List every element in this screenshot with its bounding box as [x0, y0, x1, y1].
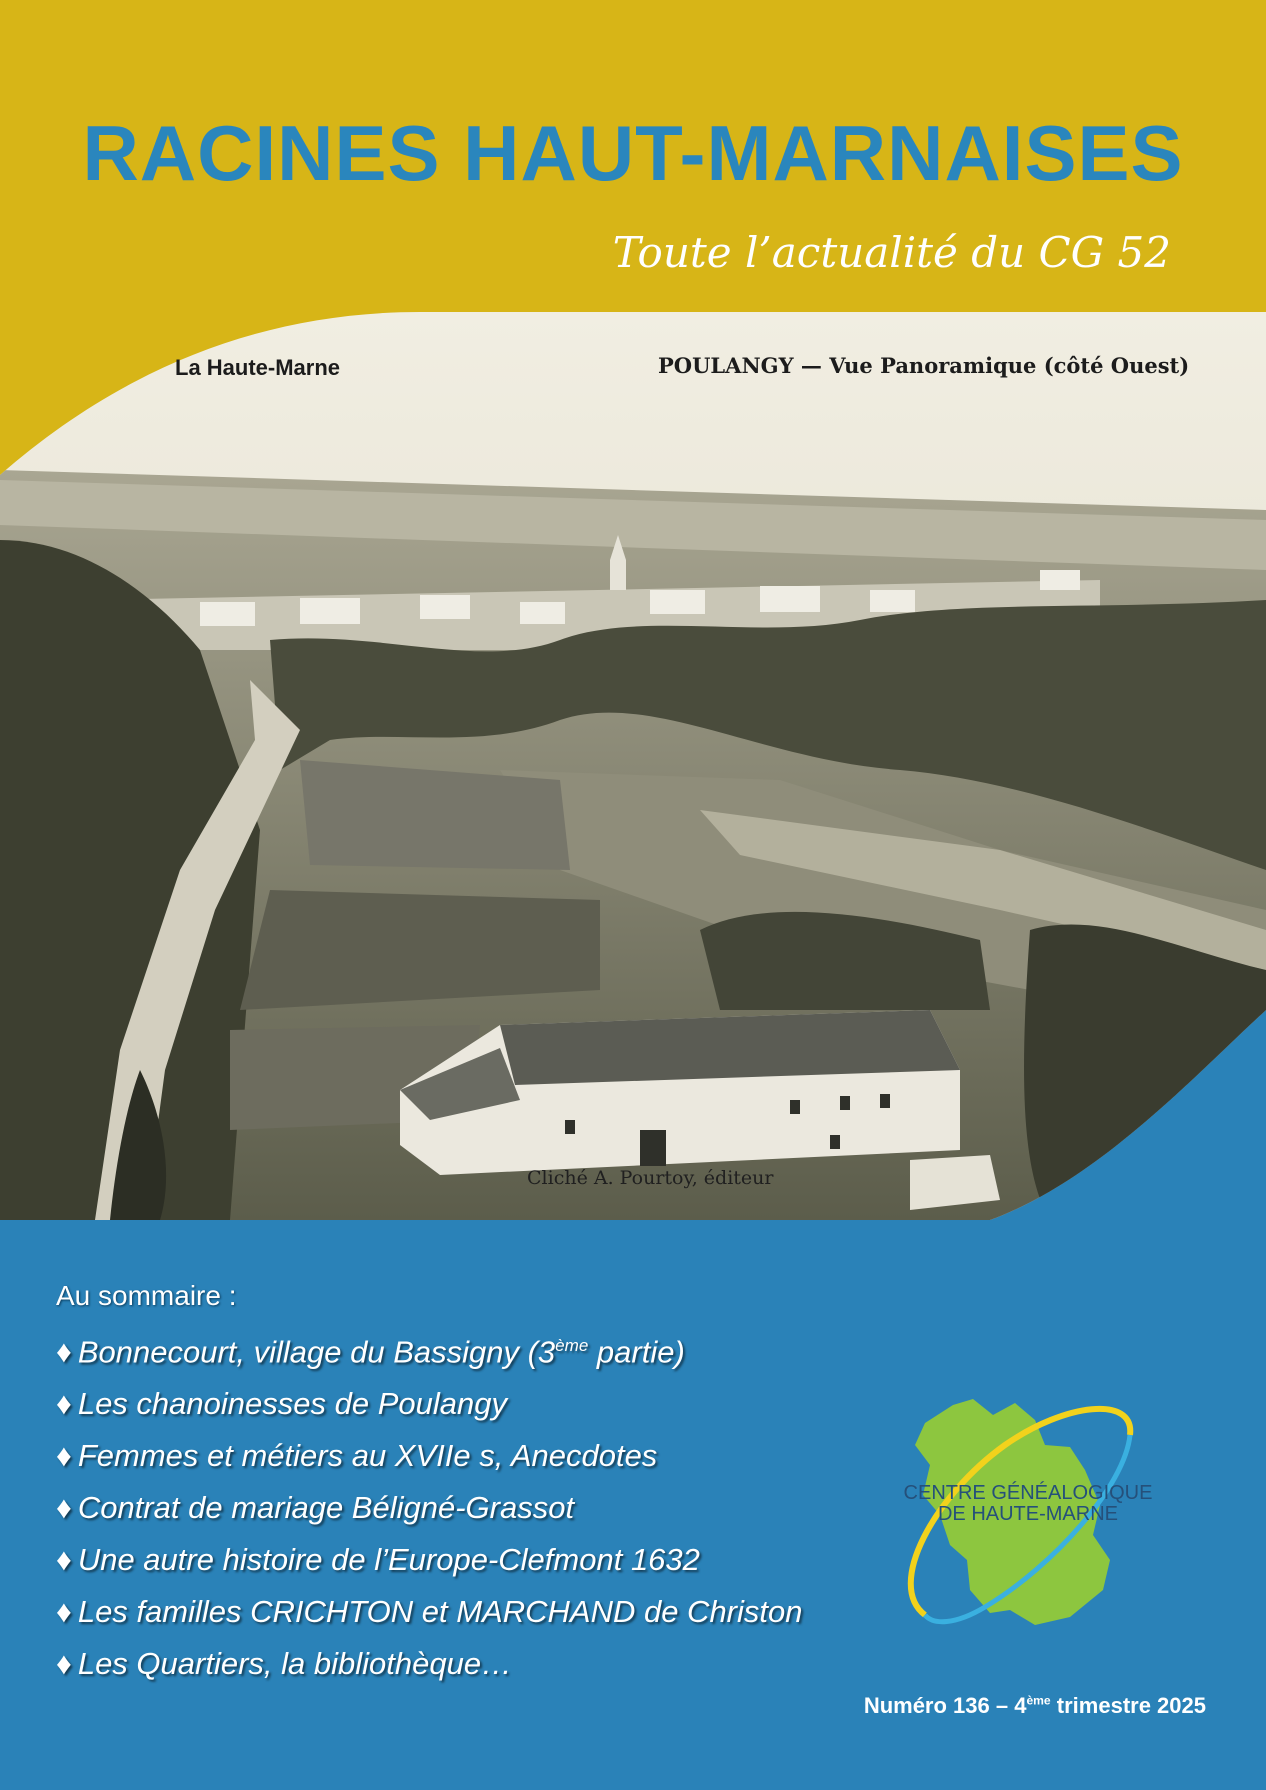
- issue-pre: Numéro 136 – 4: [863, 1693, 1027, 1718]
- toc-item-text: Bonnecourt, village du Bassigny (3: [77, 1334, 556, 1370]
- toc-item-text: Femmes et métiers au XVIIe s, Anecdotes: [77, 1438, 658, 1474]
- toc-item-text-end: partie): [588, 1334, 685, 1370]
- toc-item: [56, 1436, 816, 1475]
- toc-item-text: Une autre histoire de l’Europe-Clefmont 1632: [77, 1542, 700, 1578]
- bullet-icon: ♦: [56, 1542, 72, 1578]
- issue-sup: ème: [1026, 1693, 1051, 1708]
- bullet-icon: ♦: [56, 1438, 72, 1474]
- bullet-icon: ♦: [56, 1334, 72, 1370]
- toc-item: [56, 1540, 816, 1579]
- toc-item: [56, 1644, 816, 1683]
- logo-line-2: DE HAUTE-MARNE: [937, 1503, 1118, 1525]
- bullet-icon: ♦: [56, 1594, 72, 1630]
- bullet-icon: ♦: [56, 1386, 72, 1422]
- bullet-icon: ♦: [56, 1490, 72, 1526]
- logo-text: [898, 1483, 1158, 1525]
- table-of-contents: [56, 1280, 816, 1696]
- magazine-title: RACINES HAUT-MARNAISES: [82, 109, 1184, 197]
- toc-item: [56, 1326, 816, 1371]
- photo-caption-left: La Haute-Marne: [175, 355, 341, 380]
- toc-item-text: Les familles CRICHTON et MARCHAND de Christon: [77, 1594, 803, 1630]
- toc-item: [56, 1384, 816, 1423]
- toc-item-text: Les Quartiers, la bibliothèque…: [77, 1646, 513, 1682]
- toc-heading: Au sommaire :: [56, 1280, 237, 1311]
- logo-line-1: CENTRE GÉNÉALOGIQUE: [903, 1482, 1153, 1504]
- toc-item-text: Contrat de mariage Béligné-Grassot: [77, 1490, 575, 1526]
- photo-credit: Cliché A. Pourtoy, éditeur: [527, 1167, 774, 1189]
- bullet-icon: ♦: [56, 1646, 72, 1682]
- cover-photo: [0, 310, 1266, 1220]
- toc-item: [56, 1488, 816, 1527]
- photo-caption-right: POULANGY — Vue Panoramique (côté Ouest): [658, 353, 1190, 378]
- toc-item-sup: ème: [555, 1336, 589, 1355]
- issue-number: [864, 1693, 1206, 1719]
- tagline: Toute l’actualité du CG 52: [612, 228, 1171, 277]
- toc-list: [56, 1326, 816, 1683]
- toc-item: [56, 1592, 816, 1631]
- issue-post: trimestre 2025: [1050, 1693, 1206, 1718]
- toc-item-text: Les chanoinesses de Poulangy: [77, 1386, 507, 1422]
